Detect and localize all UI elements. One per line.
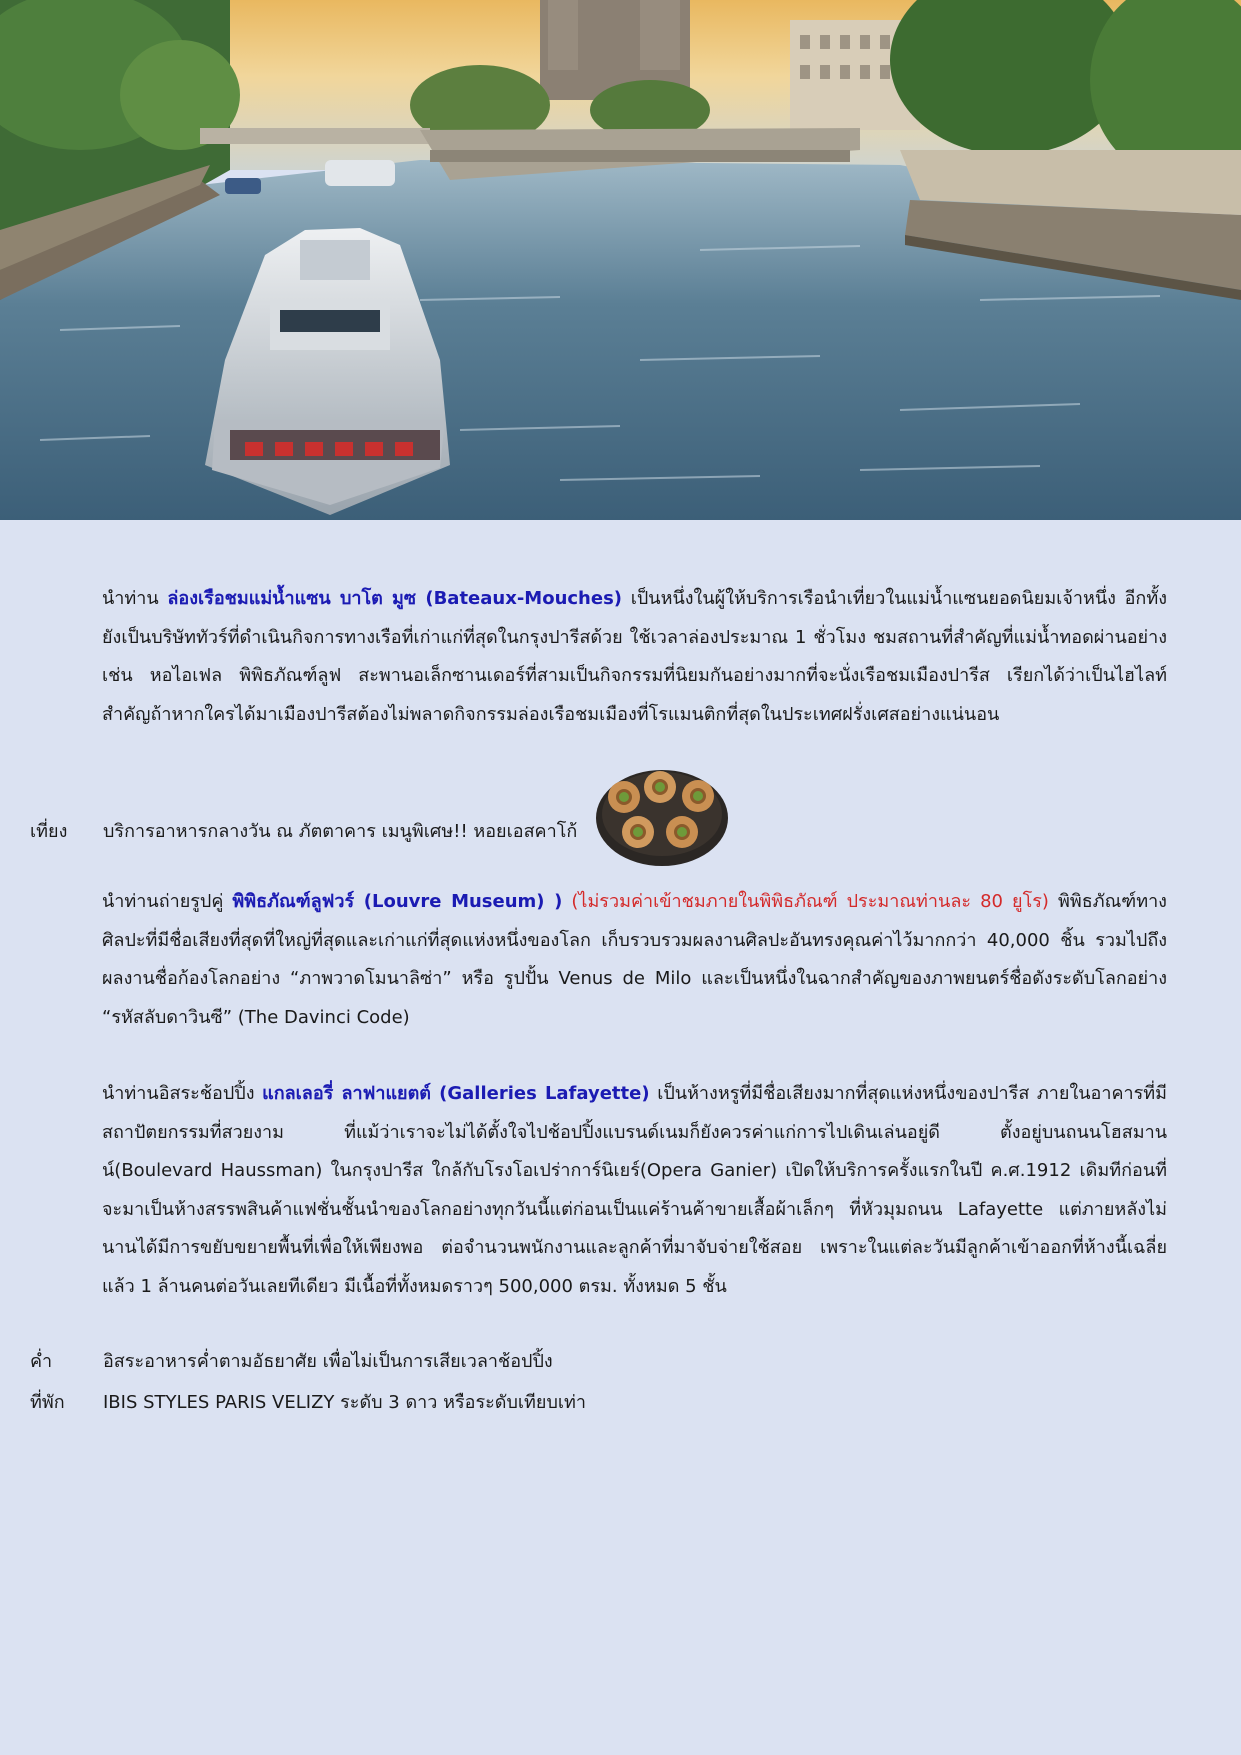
paris-seine-cruise-photo-icon bbox=[0, 0, 1241, 520]
louvre-body: พิพิธภัณฑ์ทางศิลปะที่มีชื่อเสียงที่สุดที่ใหญ่ที่สุดและเก่าแก่ที่สุดแห่งหนึ่งของโลก เก็บรวบรวมผลงานศิลปะอันทรงคุณค่าไว้มากกว่า 40,000 ชิ้น รวมไปถึงผลงานชื่อก้องโลกอย่าง “ภาพวาดโมนาลิซ่า” หรือ รูปปั้น Venus de Milo และเป็นหนึ่งในฉากสำคัญของภาพยนตร์ชื่อดังระดับโลกอย่าง “รหัสลับดาวินซี” (The Davinci Code) bbox=[102, 891, 1167, 1028]
seine-cruise-title: ล่องเรือชมแม่น้ำแซน บาโต มูซ (Bateaux-Mouches) bbox=[167, 588, 623, 609]
louvre-title: พิพิธภัณฑ์ลูฟวร์ (Louvre Museum) ) bbox=[232, 891, 563, 912]
seine-cruise-body: เป็นหนึ่งในผู้ให้บริการเรือนำเที่ยวในแม่น้ำแซนยอดนิยมเจ้าหนึ่ง อีกทั้งยังเป็นบริษัททัวร์ที่ดำเนินกิจการทางเรือที่เก่าแก่ที่สุดในกรุงปารีสด้วย ใช้เวลาล่องประมาณ 1 ชั่วโมง ชมสถานที่สำคัญที่แม่น้ำทอดผ่านอย่างเช่น หอไอเฟล พิพิธภัณฑ์ลูฟ สะพานอเล็กซานเดอร์ที่สามเป็นกิจกรรมที่นิยมกันอย่างมากที่จะนั่งเรือชมเมืองปารีส เรียกได้ว่าเป็นไฮไลท์สำคัญถ้าหากใครได้มาเมืองปารีสต้องไม่พลาดกิจกรรมล่องเรือชมเมืองที่โรแมนติกที่สุดในประเทศฝรั่งเศสอย่างแน่นอน bbox=[102, 588, 1167, 725]
seine-cruise-photo bbox=[0, 0, 1241, 520]
paragraph-seine-cruise bbox=[102, 580, 1167, 734]
paragraph-lafayette bbox=[102, 1075, 1167, 1306]
louvre-prefix: นำท่านถ่ายรูปคู่ bbox=[102, 891, 233, 912]
seine-cruise-prefix: นำท่าน bbox=[102, 588, 168, 609]
hotel-text: IBIS STYLES PARIS VELIZY ระดับ 3 ดาว หรือระดับเทียบเท่า bbox=[103, 1392, 587, 1413]
dinner-text: อิสระอาหารค่ำตามอัธยาศัย เพื่อไม่เป็นการเสียเวลาช้อปปิ้ง bbox=[103, 1351, 553, 1372]
lafayette-body: เป็นห้างหรูที่มีชื่อเสียงมากที่สุดแห่งหนึ่งของปารีส ภายในอาคารที่มีสถาปัตยกรรมที่สวยงาม ที่แม้ว่าเราจะไม่ได้ตั้งใจไปช้อปปิ้งแบรนด์เนมก็ยังควรค่าแก่การไปเดินเล่นอยู่ดี ตั้งอยู่บนถนนโฮสมานน์(Boulevard Haussman) ในกรุงปารีส ใกล้กับโรงโอเปร่าการ์นิเยร์(Opera Ganier) เปิดให้บริการครั้งแรกในปี ค.ศ.1912 เดิมทีก่อนที่จะมาเป็นห้างสรรพสินค้าแฟชั่นชั้นนำของโลกอย่างทุกวันนี้แต่ก่อนเป็นแค่ร้านค้าขายเสื้อผ้าเล็กๆ ที่หัวมุมถนน Lafayette แต่ภายหลังไม่นานได้มีการขยับขยายพื้นที่เพื่อให้เพียงพอ ต่อจำนวนพนักงานและลูกค้าที่มาจับจ่ายใช้สอย เพราะในแต่ละวันมีลูกค้าเข้าออกที่ห้างนี้เฉลี่ยแล้ว 1 ล้านคนต่อวันเลยทีเดียว มีเนื้อที่ทั้งหมดราวๆ 500,000 ตรม. ทั้งหมด 5 ชั้น bbox=[102, 1083, 1168, 1297]
escargot-photo bbox=[594, 752, 731, 870]
dinner-row bbox=[30, 1347, 553, 1377]
louvre-fee-note: (ไม่รวมค่าเข้าชมภายในพิพิธภัณฑ์ ประมาณท่านละ 80 ยูโร) bbox=[562, 891, 1049, 912]
paragraph-louvre bbox=[102, 883, 1167, 1037]
hotel-label: ที่พัก bbox=[30, 1392, 65, 1413]
lafayette-title: แกลเลอรี่ ลาฟาแยตต์ (Galleries Lafayette) bbox=[262, 1083, 650, 1104]
lunch-label: เที่ยง bbox=[30, 821, 68, 842]
lafayette-prefix: นำท่านอิสระช้อปปิ้ง bbox=[102, 1083, 263, 1104]
dinner-label: ค่ำ bbox=[30, 1351, 53, 1372]
lunch-text: บริการอาหารกลางวัน ณ ภัตตาคาร เมนูพิเศษ!! หอยเอสคาโก้ bbox=[103, 821, 578, 842]
lunch-row bbox=[30, 817, 577, 847]
escargot-dish-photo-icon bbox=[594, 752, 731, 870]
hotel-row bbox=[30, 1388, 586, 1418]
